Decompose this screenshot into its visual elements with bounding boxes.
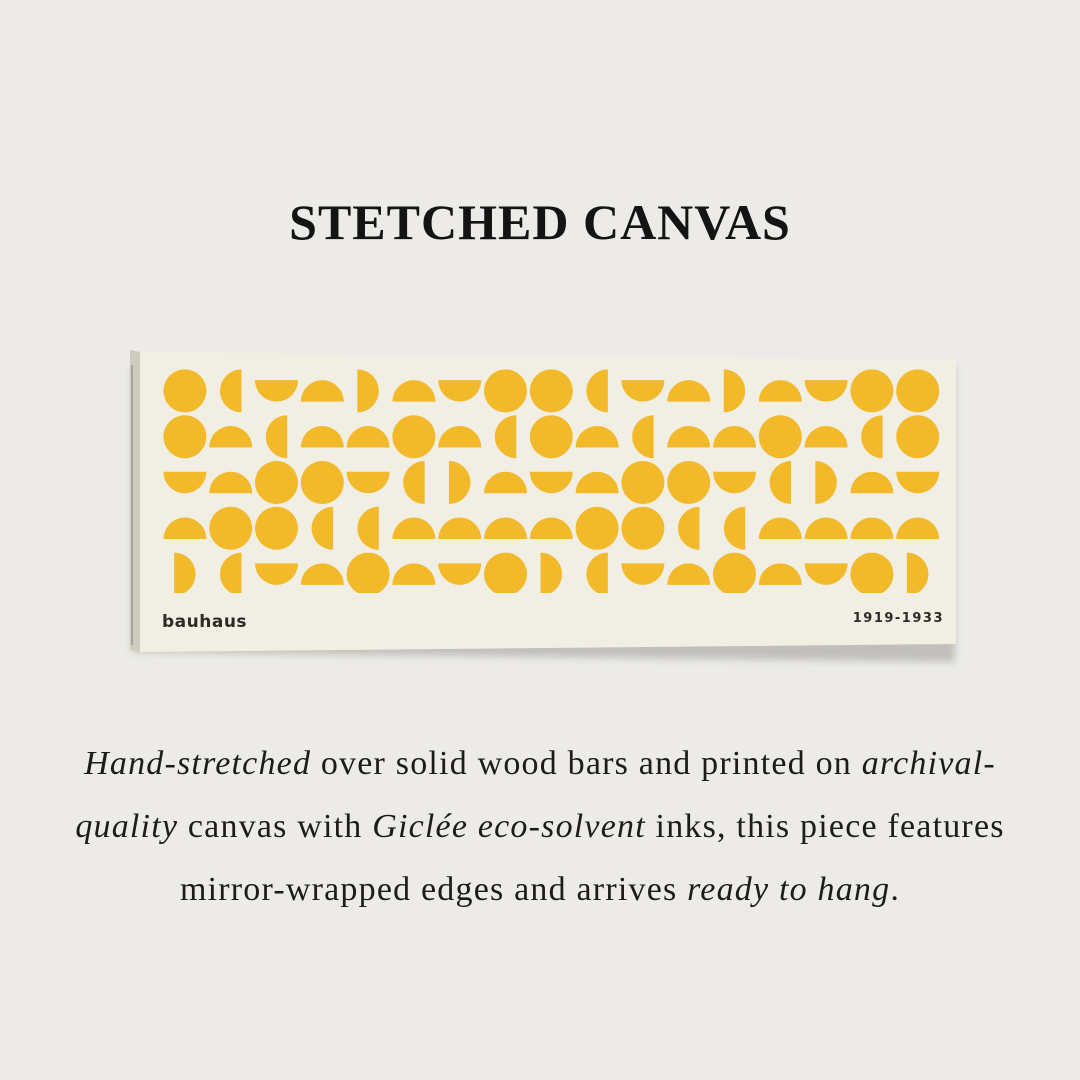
pattern-shape bbox=[209, 507, 252, 550]
pattern-shape bbox=[621, 507, 664, 550]
pattern-shape bbox=[301, 461, 344, 504]
pattern-shape bbox=[850, 369, 893, 412]
pattern-shape bbox=[850, 553, 893, 596]
pattern-shape bbox=[713, 553, 756, 596]
pattern-shape bbox=[759, 415, 802, 458]
desc-emphasis-giclee: Giclée eco-solvent bbox=[372, 808, 646, 845]
desc-text-3: inks, this piece features mirror-wrapped edges and arrives bbox=[179, 808, 1005, 908]
pattern-shape bbox=[392, 415, 435, 458]
pattern-shape bbox=[530, 415, 573, 458]
pattern-shape bbox=[347, 553, 390, 596]
brand-label: bauhaus bbox=[162, 612, 248, 632]
pattern-shape bbox=[255, 461, 298, 504]
years-label: 1919-1933 bbox=[852, 611, 944, 626]
pattern-shape bbox=[621, 461, 664, 504]
pattern-shape bbox=[896, 369, 939, 412]
stretched-canvas-print bbox=[122, 345, 958, 667]
desc-text-1: over solid wood bars and printed on bbox=[311, 745, 862, 782]
pattern-shape bbox=[163, 369, 206, 412]
desc-text-2: canvas with bbox=[178, 808, 373, 845]
canvas-artwork bbox=[122, 345, 958, 667]
desc-emphasis-archival: archival-quality bbox=[75, 745, 996, 845]
pattern-shape bbox=[484, 553, 527, 596]
pattern-shape bbox=[484, 369, 527, 412]
product-description bbox=[70, 732, 1010, 921]
desc-text-4: . bbox=[890, 871, 901, 908]
desc-emphasis-ready: ready to hang bbox=[687, 871, 891, 908]
headline: STETCHED CANVAS bbox=[289, 194, 791, 250]
desc-emphasis-hand-stretched: Hand-stretched bbox=[84, 745, 312, 782]
pattern-shape bbox=[576, 507, 619, 550]
pattern-shape bbox=[530, 369, 573, 412]
pattern-shape bbox=[255, 507, 298, 550]
pattern-shape bbox=[896, 415, 939, 458]
pattern-shape bbox=[667, 461, 710, 504]
pattern-shape bbox=[163, 415, 206, 458]
